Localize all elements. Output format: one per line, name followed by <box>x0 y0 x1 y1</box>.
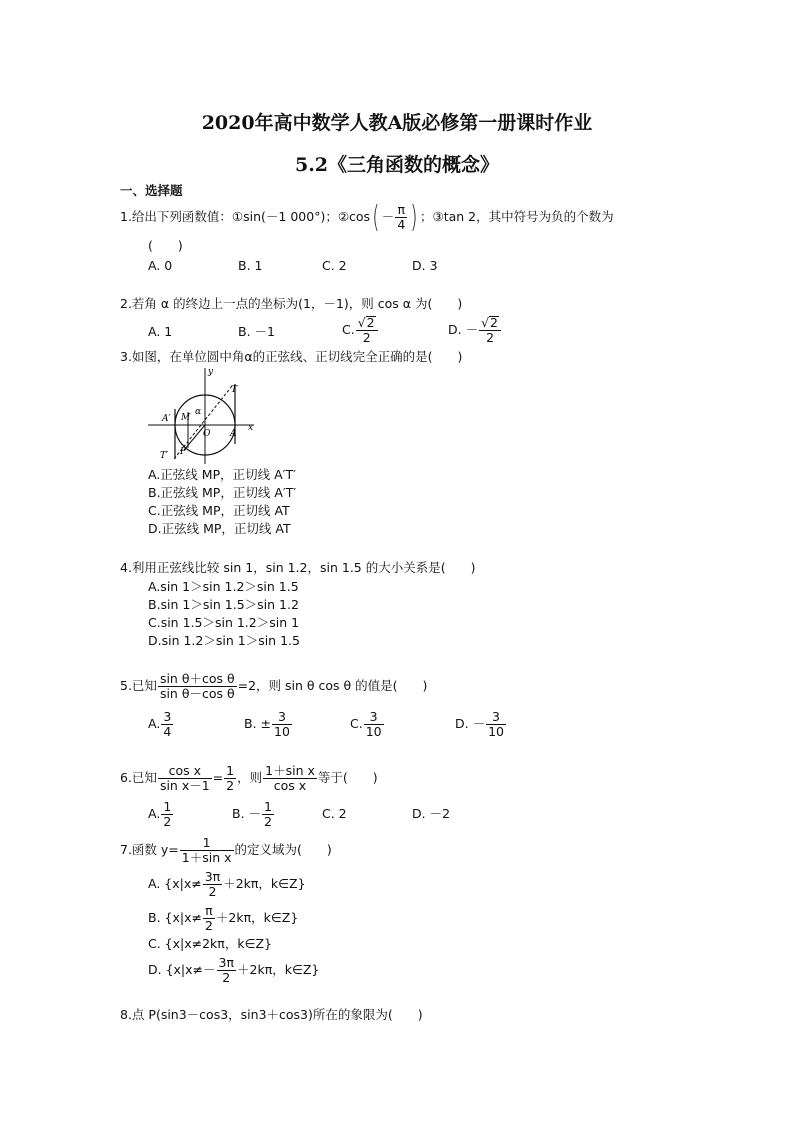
question-3-option-d: D.正弦线 MP，正切线 AT <box>148 521 291 536</box>
figure-label-O: O <box>203 429 211 439</box>
question-8-stem: 8.点 P(sin3－cos3，sin3＋cos3)所在的象限为( ) <box>120 1007 423 1022</box>
question-4-option-a: A.sin 1＞sin 1.2＞sin 1.5 <box>148 579 299 594</box>
figure-label-M: M <box>181 413 191 423</box>
question-6-option-d: D. －2 <box>412 806 451 821</box>
fraction: $\frac{\pi}{4}$ <box>397 202 406 232</box>
question-6-option-b: B. － $\frac{1}{2}$ <box>232 799 272 829</box>
section-heading: 一、选择题 <box>120 183 183 198</box>
figure-label-y: y <box>208 367 214 377</box>
question-1-option-b: B. 1 <box>238 258 263 273</box>
question-3-option-c: C.正弦线 MP，正切线 AT <box>148 503 290 518</box>
question-2-option-d: D. － $\frac{√2}{2}$ <box>448 312 502 348</box>
question-3-option-b: B.正弦线 MP，正切线 A′T′ <box>148 485 297 500</box>
question-1-option-c: C. 2 <box>322 258 347 273</box>
question-3-stem: 3.如图，在单位圆中角α的正弦线、正切线完全正确的是( ) <box>120 349 463 364</box>
question-1-option-d: D. 3 <box>412 258 438 273</box>
question-1-option-a: A. 0 <box>148 258 173 273</box>
page-subtitle: 5.2《三角函数的概念》 <box>294 154 500 176</box>
question-1-blank: ( ) <box>148 238 183 253</box>
question-1-stem: 1.给出下列函数值：①sin(－1 000°)；②cos( － $\frac{\pi}{4}$ ) ；③tan 2，其中符号为负的个数为 <box>120 199 614 235</box>
question-4-option-d: D.sin 1.2＞sin 1＞sin 1.5 <box>148 633 300 648</box>
question-2-option-a: A. 1 <box>148 324 173 339</box>
question-6-option-c: C. 2 <box>322 806 347 821</box>
question-7-option-a: A. {x|x≠ $\frac{3\pi}{2}$ ＋2kπ，k∈Z} <box>148 869 306 899</box>
question-4-stem: 4.利用正弦线比较 sin 1，sin 1.2，sin 1.5 的大小关系是( ) <box>120 560 476 575</box>
figure-label-T: T <box>231 385 238 395</box>
figure-label-A-prime: A′ <box>162 414 171 424</box>
question-4-option-c: C.sin 1.5＞sin 1.2＞sin 1 <box>148 615 300 630</box>
question-7-option-c: C. {x|x≠2kπ，k∈Z} <box>148 936 272 951</box>
page-title: 2020年高中数学人教A版必修第一册课时作业 <box>201 112 593 134</box>
figure-label-A: A <box>230 429 237 439</box>
question-5-option-a: A. $\frac{3}{4}$ <box>148 709 172 739</box>
question-2-option-b: B. －1 <box>238 324 275 339</box>
figure-label-x: x <box>248 423 254 433</box>
unit-circle-figure <box>140 364 260 464</box>
question-7-option-b: B. {x|x≠ $\frac{\pi}{2}$ ＋2kπ，k∈Z} <box>148 903 299 933</box>
question-3-option-a: A.正弦线 MP，正切线 A′T′ <box>148 467 296 482</box>
question-2-stem: 2.若角 α 的终边上一点的坐标为(1，－1)，则 cos α 为( ) <box>120 296 463 311</box>
question-6-stem: 6.已知 $\frac{\text{cos x}}{\text{sin x－1}}$ = $\frac{1}{2}$ ，则 $\frac{\text{1＋sin x}}{\text{cos x}}$ 等于( ) <box>120 763 378 793</box>
question-6-option-a: A. $\frac{1}{2}$ <box>148 799 172 829</box>
question-7-stem: 7.函数 y= $\frac{1}{\text{1＋sin x}}$ 的定义域为( ) <box>120 835 332 865</box>
question-5-stem: 5.已知 $\frac{\text{sin θ＋cos θ}}{\text{sin θ－cos θ}}$ =2，则 sin θ cos θ 的值是( ) <box>120 671 428 701</box>
figure-label-P: P <box>180 447 187 457</box>
question-5-option-b: B. ± $\frac{3}{10}$ <box>244 709 290 739</box>
figure-label-T-prime: T′ <box>160 451 169 461</box>
question-2-option-c: C. $\frac{√2}{2}$ <box>342 312 379 348</box>
question-7-option-d: D. {x|x≠－ $\frac{3\pi}{2}$ ＋2kπ，k∈Z} <box>148 955 320 985</box>
question-5-option-c: C. $\frac{3}{10}$ <box>350 709 382 739</box>
question-4-option-b: B.sin 1＞sin 1.5＞sin 1.2 <box>148 597 299 612</box>
figure-label-alpha: α <box>195 407 202 417</box>
question-5-option-d: D. － $\frac{3}{10}$ <box>455 709 504 739</box>
